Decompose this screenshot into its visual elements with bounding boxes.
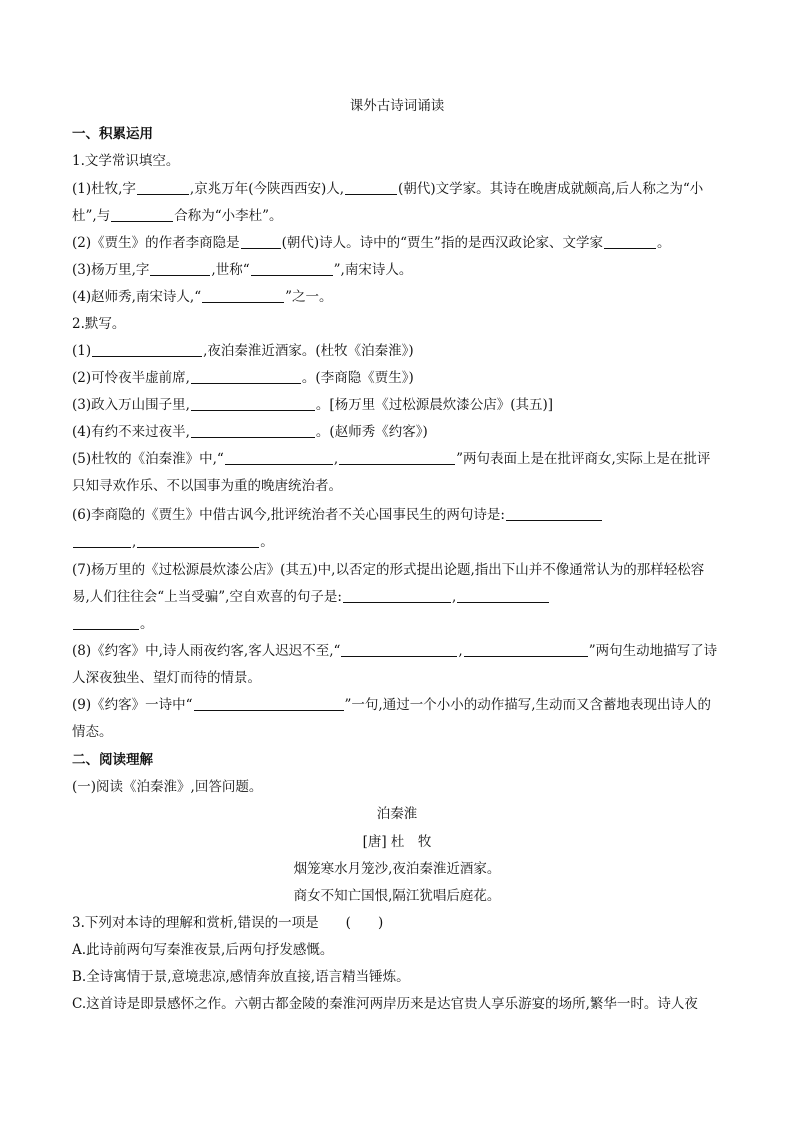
text: (3)政入万山围子里,: [72, 397, 190, 413]
text: ”之一。: [285, 289, 333, 305]
text: 杜”,与: [72, 208, 111, 224]
answer-blank[interactable]: [202, 288, 284, 303]
text: (3)杨万里,字: [72, 262, 150, 278]
text: ,: [333, 451, 339, 467]
text: (2)可怜夜半虚前席,: [72, 370, 190, 386]
text: (5)杜牧的《泊秦淮》中,“: [72, 451, 224, 467]
answer-blank[interactable]: [457, 588, 549, 603]
poem-author: [唐] 杜 牧: [362, 834, 432, 850]
q2-item-1: [72, 341, 738, 361]
q3-option-c[interactable]: C.这首诗是即景感怀之作。六朝古都金陵的秦淮河两岸历来是达官贵人享乐游宴的场所,繁华一时。诗人夜: [72, 996, 698, 1012]
answer-blank[interactable]: [150, 261, 210, 276]
text: 合称为“小李杜”。: [174, 208, 283, 224]
text: (4)有约不来过夜半,: [72, 424, 190, 440]
q2-label: 2.默写。: [72, 316, 126, 332]
q1-item-4: [72, 287, 738, 307]
text: 易,人们往往会“上当受骗”,空自欢喜的句子是:: [72, 589, 342, 605]
answer-blank[interactable]: [345, 180, 397, 195]
text: 。: [656, 235, 671, 251]
q2-item-9: [72, 695, 738, 715]
q2-item-9-cont: 情态。: [72, 724, 113, 740]
text: (1): [72, 343, 92, 359]
answer-blank[interactable]: [343, 588, 451, 603]
answer-blank[interactable]: [73, 615, 139, 630]
answer-blank[interactable]: [464, 642, 588, 657]
poem-line-2: 商女不知亡国恨,隔江犹唱后庭花。: [293, 888, 501, 904]
q1-item-1: [72, 179, 738, 199]
answer-blank[interactable]: [137, 533, 259, 548]
text: (朝代)文学家。其诗在晚唐成就颇高,后人称之为“小: [398, 181, 704, 197]
text: (1)杜牧,字: [72, 181, 136, 197]
q2-item-4: [72, 422, 738, 442]
answer-blank[interactable]: [241, 234, 281, 249]
text: ”两句表面上是在批评商女,实际上是在批评: [456, 451, 711, 467]
text: (9)《约客》一诗中“: [72, 697, 193, 713]
q2-item-8: [72, 641, 738, 661]
answer-blank[interactable]: [225, 450, 333, 465]
text: ”一句,通过一个小小的动作描写,生动而又含蓄地表现出诗人的: [344, 697, 712, 713]
q2-item-3: [72, 395, 738, 415]
q3-option-a[interactable]: A.此诗前两句写秦淮夜景,后两句抒发感慨。: [72, 942, 334, 958]
text: 。(赵师秀《约客》): [315, 424, 428, 440]
answer-blank[interactable]: [194, 696, 344, 711]
text: ”两句生动地描写了诗: [588, 643, 718, 659]
section-heading-1: 一、积累运用: [72, 126, 153, 142]
q3-option-b[interactable]: B.全诗寓情于景,意境悲凉,感情奔放直接,语言精当锤炼。: [72, 969, 410, 985]
q1-item-2: [72, 233, 738, 253]
text: ,: [451, 589, 457, 605]
text: ,世称“: [211, 262, 250, 278]
text: 。(李商隐《贾生》): [301, 370, 414, 386]
q2-item-5: [72, 449, 738, 469]
answer-blank[interactable]: [341, 642, 457, 657]
text: 。[杨万里《过松源晨炊漆公店》(其五)]: [315, 397, 553, 413]
text: (6)李商隐的《贾生》中借古讽今,批评统治者不关心国事民生的两句诗是:: [72, 507, 505, 523]
text: (8)《约客》中,诗人雨夜约客,客人迟迟不至,“: [72, 643, 341, 659]
answer-blank[interactable]: [251, 261, 333, 276]
text: ,: [132, 534, 137, 550]
q2-item-7-cont: [72, 587, 738, 607]
text: ,京兆万年(今陕西西安)人,: [189, 181, 345, 197]
q2-item-6-cont: [72, 532, 738, 552]
poem-title: 泊秦淮: [376, 806, 418, 822]
q1-label: 1.文学常识填空。: [72, 153, 180, 169]
answer-blank[interactable]: [604, 234, 656, 249]
answer-blank[interactable]: [191, 423, 315, 438]
answer-blank[interactable]: [137, 180, 189, 195]
answer-blank[interactable]: [191, 396, 315, 411]
section-heading-2: 二、阅读理解: [72, 752, 153, 768]
text: (4)赵师秀,南宋诗人,“: [72, 289, 202, 305]
text: (2)《贾生》的作者李商隐是: [72, 235, 240, 251]
text: 。: [140, 616, 154, 632]
q1-item-3: [72, 260, 738, 280]
reading-intro: (一)阅读《泊秦淮》,回答问题。: [72, 779, 263, 795]
q2-item-2: [72, 368, 738, 388]
answer-blank[interactable]: [73, 533, 131, 548]
answer-blank[interactable]: [339, 450, 455, 465]
text: ,: [458, 643, 463, 659]
q2-item-7-cont2: [72, 614, 738, 634]
q2-item-6: [72, 505, 738, 525]
text: ,夜泊秦淮近酒家。(杜牧《泊秦淮》): [203, 343, 414, 359]
answer-blank[interactable]: [191, 369, 301, 384]
answer-blank[interactable]: [92, 342, 202, 357]
text: ”,南宋诗人。: [333, 262, 413, 278]
answer-blank[interactable]: [506, 506, 602, 521]
poem-line-1: 烟笼寒水月笼沙,夜泊秦淮近酒家。: [293, 861, 501, 877]
document-title: 课外古诗词诵读: [349, 98, 445, 114]
answer-blank[interactable]: [111, 207, 173, 222]
q2-item-5-cont: 只知寻欢作乐、不以国事为重的晚唐统治者。: [72, 478, 342, 494]
q1-item-1-cont: [72, 206, 738, 226]
text: 。: [260, 534, 274, 550]
q2-item-7: (7)杨万里的《过松源晨炊漆公店》(其五)中,以否定的形式提出论题,指出下山并不像通常认为的那样轻松容: [72, 562, 705, 578]
text: (朝代)诗人。诗中的“贾生”指的是西汉政论家、文学家: [281, 235, 603, 251]
q2-item-8-cont: 人深夜独坐、望灯而待的情景。: [72, 670, 261, 686]
q3-stem: 3.下列对本诗的理解和赏析,错误的一项是 ( ): [72, 915, 384, 931]
